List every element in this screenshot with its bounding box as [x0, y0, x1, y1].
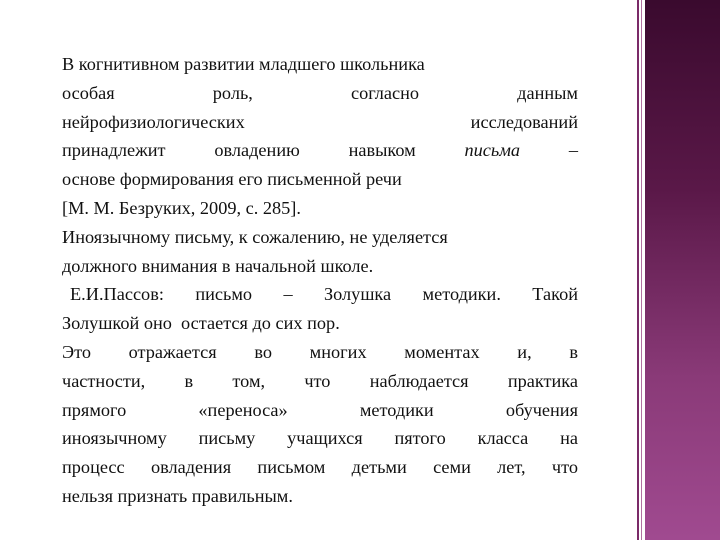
text-line: нельзя признать правильным. [62, 485, 293, 506]
band-gradient-panel [645, 0, 720, 540]
text-line: Е.И.Пассов: письмо – Золушка методики. Такой [70, 284, 578, 305]
text-line: иноязычному письму учащихся пятого класса на [62, 428, 578, 449]
text-line: В когнитивном развитии младшего школьника [62, 54, 425, 74]
text-line: Иноязычному письму, к сожалению, не уделяется [62, 226, 448, 247]
decorative-side-band [637, 0, 720, 540]
text-line: частности, в том, что наблюдается практика [62, 370, 578, 391]
band-edge-line [637, 0, 639, 540]
text-line-with-emphasis [62, 136, 578, 165]
emphasized-word: письма [464, 140, 521, 161]
text-line: нейрофизиологических исследований [62, 111, 578, 132]
text-line: должного внимания в начальной школе. [62, 255, 374, 276]
paragraph-cognitive-development [62, 50, 578, 223]
text-line: прямого «переноса» методики обучения [62, 399, 578, 420]
text-line: Золушкой оно остается до сих пор. [62, 313, 340, 334]
paragraph-passov-quote [62, 280, 578, 338]
paragraph-practice [62, 338, 578, 511]
text-line: процесс овладения письмом детьми семи лет, что [62, 457, 578, 478]
text-line: основе формирования его письменной речи [62, 169, 402, 190]
citation: [М. М. Безруких, 2009, с. 285]. [62, 197, 301, 218]
slide-text-body [62, 50, 578, 511]
paragraph-foreign-writing [62, 223, 578, 281]
text-line: особая роль, согласно данным [62, 82, 578, 103]
text-fragment: – [520, 140, 578, 161]
text-fragment: принадлежит овладению навыком [62, 140, 465, 161]
text-line: Это отражается во многих моментах и, в [62, 341, 578, 362]
band-edge-highlight [641, 0, 642, 540]
